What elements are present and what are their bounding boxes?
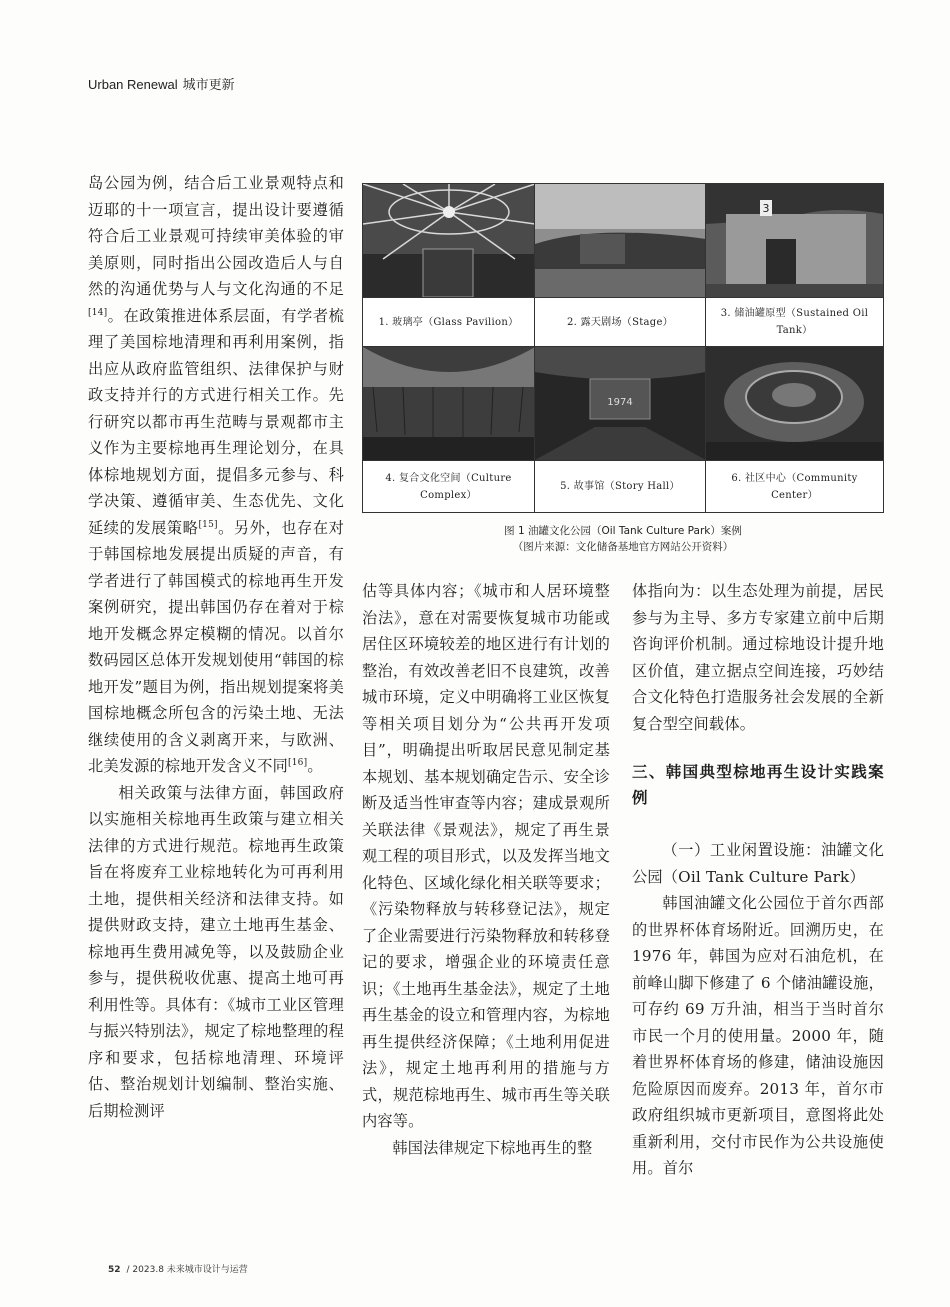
panel-caption: 5. 故事馆（Story Hall） xyxy=(535,460,706,512)
body-column-2 xyxy=(362,578,610,1161)
journal-info: / 2023.8 未来城市设计与运营 xyxy=(126,1265,248,1275)
glass-pavilion-photo xyxy=(363,184,535,297)
body-column-1 xyxy=(88,170,344,1124)
stage-photo xyxy=(535,184,706,297)
figure-source: （图片来源：文化储备基地官方网站公开资料） xyxy=(512,541,734,553)
section-heading: 三、韩国典型棕地再生设计实践案例 xyxy=(632,763,884,807)
culture-complex-photo xyxy=(363,347,535,460)
figure-caption xyxy=(362,523,884,555)
citation: [14] xyxy=(88,307,108,318)
story-hall-photo xyxy=(535,347,706,460)
panel-caption: 3. 储油罐原型（Sustained Oil Tank） xyxy=(706,297,883,347)
paragraph: 韩国油罐文化公园位于首尔西部的世界杯体育场附近。回溯历史，在 1976 年，韩国为应对石油危机，在前峰山脚下修建了 6 个储油罐设施，可存约 69 万升油，相当于当时首尔市民一个月的使用量。2000 年，随着世界杯体育场的修建，储油设施因危险原因而废弃。2013 年，首尔市政府组织城市更新项目，意图将此处重新利用，交付市民作为公共设施使用。首尔 xyxy=(632,894,884,1177)
community-center-photo xyxy=(706,347,883,460)
figure-title: 图 1 油罐文化公园（Oil Tank Culture Park）案例 xyxy=(504,525,742,537)
page-footer xyxy=(108,1262,248,1275)
paragraph: 相关政策与法律方面，韩国政府以实施相关棕地再生政策与建立相关法律的方式进行规范。棕地再生政策旨在将废弃工业棕地转化为可再利用土地，提供相关经济和法律支持。如提供财政支持，建立土地再生基金、棕地再生费用减免等，以及鼓励企业参与，提供税收优惠、提高土地可再利用性等。具体有：《城市工业区管理与振兴特别法》，规定了棕地整理的程序和要求，包括棕地清理、环境评估、整治规划计划编制、整治实施、后期检测评 xyxy=(88,783,344,1120)
subsection-heading: （一）工业闲置设施：油罐文化公园（Oil Tank Culture Park） xyxy=(632,841,884,886)
oil-tank-photo xyxy=(706,184,883,297)
citation: [15] xyxy=(198,519,218,530)
tank-number-label: 3 xyxy=(762,202,770,215)
body-column-3 xyxy=(632,578,884,1182)
running-header xyxy=(88,74,235,93)
page-number: 52 xyxy=(108,1265,121,1275)
panel-caption: 4. 复合文化空间（Culture Complex） xyxy=(363,460,535,512)
paragraph: 体指向为：以生态处理为前提，居民参与为主导、多方专家建立前中后期咨询评价机制。通过棕地设计提升地区价值，建立据点空间连接，巧妙结合文化特色打造服务社会发展的全新复合型空间载体。 xyxy=(632,582,884,733)
panel-caption: 1. 玻璃亭（Glass Pavilion） xyxy=(363,297,535,347)
citation: [16] xyxy=(288,758,308,768)
figure-oil-tank-park xyxy=(362,183,884,513)
paragraph: 估等具体内容；《城市和人居环境整治法》，意在对需要恢复城市功能或居住区环境较差的地区进行有计划的整治，有效改善老旧不良建筑，改善城市环境，定义中明确将工业区恢复等相关项目划分为“公共再开发项目”，明确提出听取居民意见制定基本规划、基本规划确定告示、安全诊断及适当性审查等内容；建成景观所关联法律《景观法》，规定了再生景观工程的项目形式，以及发挥当地文化特色、区域化绿化相关联等要求；《污染物释放与转移登记法》，规定了企业需要进行污染物释放和转移登记的要求，增强企业的环境责任意识；《土地再生基金法》，规定了土地再生基金的设立和管理内容，为棕地再生提供经济保障；《土地利用促进法》，规定土地再利用的措施与方式，规范棕地再生、城市再生等关联内容等。 xyxy=(362,582,610,1130)
panel-caption: 2. 露天剧场（Stage） xyxy=(535,297,706,347)
paragraph: 韩国法律规定下棕地再生的整 xyxy=(392,1138,593,1157)
panel-caption: 6. 社区中心（Community Center） xyxy=(706,460,883,512)
header-en: Urban Renewal xyxy=(88,77,178,92)
story-hall-sign: 1974 xyxy=(607,397,633,408)
paragraph: 岛公园为例，结合后工业景观特点和迈耶的十一项宣言，提出设计要遵循符合后工业景观可持续审美体验的审美原则，同时指出公园改造后人与自然的沟通优势与人与文化沟通的不足[14]。在政策推进体系层面，有学者梳理了美国棕地清理和再利用案例，指出应从政府监管组织、法律保护与财政支持并行的方式进行相关工作。先行研究以都市再生范畴与景观都市主义作为主要棕地再生理论划分，在具体棕地规划方面，提倡多元参与、科学决策、遵循审美、生态优先、文化延续的发展策略[15]。另外，也存在对于韩国棕地发展提出质疑的声音，有学者进行了韩国模式的棕地再生开发案例研究，提出韩国仍存在着对于棕地开发概念界定模糊的情况。以首尔数码园区总体开发规划使用“韩国的棕地开发”题目为例，指出规划提案将美国棕地概念所包含的污染土地、无法继续使用的含义剥离开来，与欧洲、北美发源的棕地开发含义不同[16]。 xyxy=(88,174,344,775)
header-zh: 城市更新 xyxy=(182,78,235,93)
